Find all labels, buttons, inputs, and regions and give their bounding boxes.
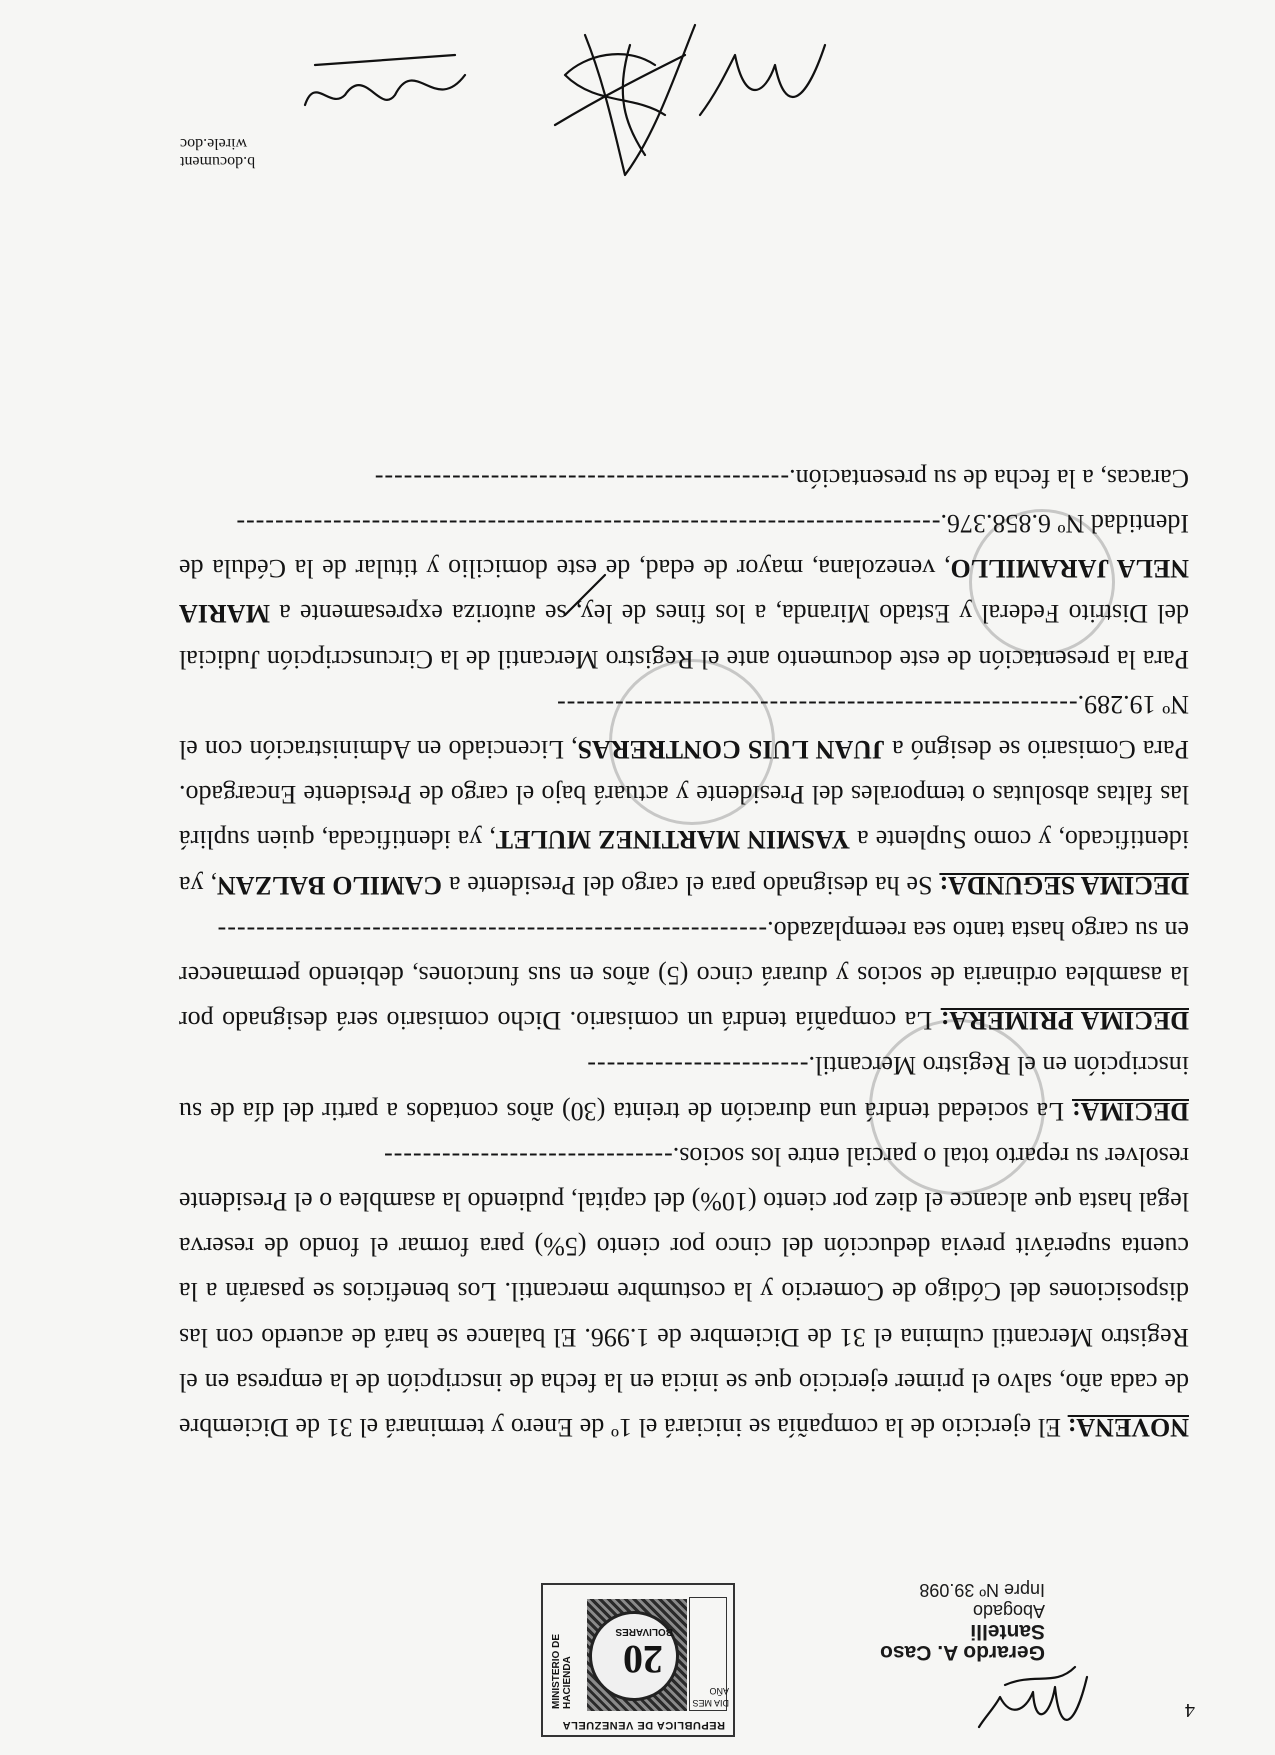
authorized-name: MARIA NELA JARAMILLO <box>179 554 1189 629</box>
lawyer-title: Abogado <box>972 1601 1045 1621</box>
clause-text: , Licenciado en Administración con el Nº 19.289. <box>179 689 1189 764</box>
fiscal-stamp <box>541 1583 735 1737</box>
lawyer-inpre: Inpre Nº 39.098 <box>919 1580 1045 1600</box>
reference-line-2: wirele.doc <box>180 135 248 152</box>
clause-decima <box>179 1043 1189 1133</box>
clause-novena <box>179 1134 1189 1450</box>
stamp-denomination-word: BOLIVARES <box>615 1626 673 1637</box>
document-body <box>179 456 1189 1450</box>
clause-heading: DECIMA: <box>1072 1096 1189 1126</box>
header-section <box>0 1495 1275 1755</box>
presentation-text: , venezolana, mayor de edad, de este domicilio y titular de la Cédula de Identidad Nº 6.858.376. <box>178 508 1189 584</box>
clause-decima-segunda <box>179 682 1189 908</box>
suplente-name: YASMIN MARTINEZ MULET <box>495 825 851 855</box>
clause-text: Se ha designado para el cargo del Presidente a <box>442 870 940 900</box>
clause-heading: DECIMA PRIMERA: <box>940 1006 1189 1036</box>
scan-margin-marks <box>25 125 45 1725</box>
clause-heading: DECIMA SEGUNDA: <box>939 870 1189 900</box>
clause-decima-primera <box>179 908 1189 1044</box>
signature-1 <box>535 5 715 195</box>
lawyer-name: Gerardo A. Caso Santelli <box>880 1620 1045 1664</box>
presentation-paragraph <box>179 501 1189 682</box>
stamp-date-labels: DIA MES AÑO <box>692 1686 729 1708</box>
president-name: CAMILO BALZAN <box>216 870 442 900</box>
clause-text: El ejercicio de la compañía se iniciará el 1º de Enero y terminará el 31 de Diciembre de cada año, salvo el primer ejercicio que se inicia en la fecha de inscripción de la empresa en el Registro Mercantil culmina el 31 de Diciembre de 1.996. El balance se hará de acuerdo con las disposiciones del Código de Comercio y la costumbre mercantil. Los beneficios se pasarán a la cuenta superávit previa deducción del cinco por ciento (5%) para formar el fondo de reserva legal hasta que alcance el diez por ciento (10%) del capital, pudiendo la asamblea o el Presidente resolver su reparto total o parcial entre los socios. <box>179 1141 1189 1442</box>
signature-mark <box>555 565 615 625</box>
page-number: 4 <box>1185 1699 1195 1721</box>
document-reference <box>180 134 310 170</box>
presentation-text: Para la presentación de este documento ante el Registro Mercantil de la Circunscripción Judicial del Distrito Federal y Estado Miranda, a los fines de ley, se autoriza expresamente a <box>179 599 1189 674</box>
clause-heading: NOVENA: <box>1067 1413 1189 1442</box>
comisario-name: JUAN LUIS CONTRERAS <box>577 734 885 764</box>
stamp-denomination: 20 <box>623 1637 663 1682</box>
closing-line <box>179 456 1189 501</box>
clause-text: , ya identificada, quien suplirá las faltas absolutas o temporales del Presidente y actuará bajo el cargo de Presidente Encargado. Para Comisario se designó a <box>179 734 1189 855</box>
clause-dashes: --------------------------------------------------------- <box>216 915 768 945</box>
clause-dashes: ----------------------- <box>586 1051 809 1081</box>
closing-text: Caracas, a la fecha de su presentación. <box>789 463 1189 493</box>
clause-text: La compañía tendrá un comisario. Dicho comisario será designado por la asamblea ordinaria de socios y durará cinco (5) años en sus funciones, debiendo permanecer en su cargo hasta tanto sea reemplazado. <box>178 915 1189 1036</box>
clause-text: , ya identificado, y como Suplente a <box>179 825 1189 900</box>
signature-2 <box>295 35 475 135</box>
clause-text: La sociedad tendrá una duración de treinta (30) años contados a partir del día de su inscripción en el Registro Mercantil. <box>179 1051 1189 1126</box>
signature-3 <box>695 25 835 135</box>
stamp-ministry: MINISTERIO DE HACIENDA <box>551 1633 573 1709</box>
lawyer-stamp <box>845 1579 1045 1663</box>
clause-dashes: ------------------------------ <box>383 1141 673 1171</box>
stamp-issuer: REPUBLICA DE VENEZUELA <box>562 1719 725 1731</box>
presentation-dashes: ------------------------------------------------------------------------- <box>235 508 941 538</box>
reference-line-1: b.document <box>180 153 256 170</box>
closing-dashes: ------------------------------------------- <box>373 463 790 493</box>
clause-dashes: ------------------------------------------------------ <box>556 689 1078 719</box>
lawyer-signature <box>975 1657 1095 1747</box>
